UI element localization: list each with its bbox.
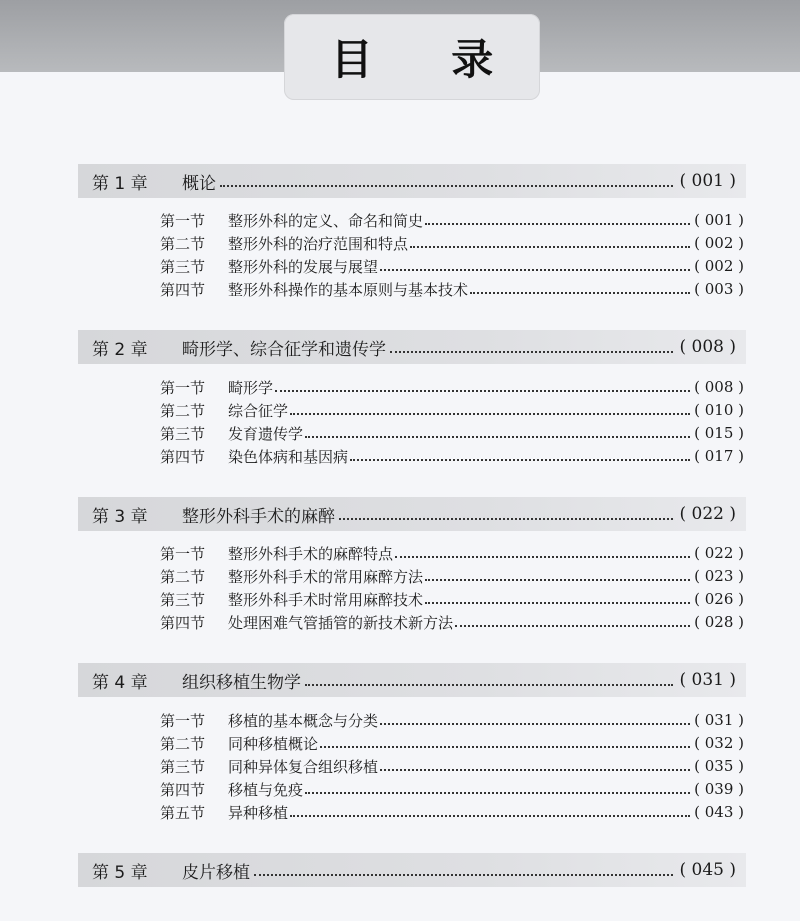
dot-leader: [380, 723, 690, 725]
chapter-page: ( 008 ): [679, 337, 736, 357]
section-page: ( 003 ): [694, 280, 744, 298]
section-page: ( 015 ): [694, 424, 744, 442]
section-page: ( 043 ): [694, 803, 744, 821]
section-page: ( 031 ): [694, 711, 744, 729]
section-row: [160, 778, 744, 800]
section-number: 第三节: [160, 257, 206, 276]
section-title: 整形外科手术的常用麻醉方法: [228, 567, 424, 586]
chapter-page: ( 045 ): [679, 860, 736, 880]
dot-leader: [390, 351, 673, 353]
section-row: [160, 232, 744, 254]
section-number: 第一节: [160, 378, 206, 397]
section-title: 整形外科手术时常用麻醉技术: [228, 590, 424, 609]
dot-leader: [254, 874, 673, 876]
chapter-row: [78, 663, 746, 697]
section-page: ( 026 ): [694, 590, 744, 608]
dot-leader: [220, 185, 673, 187]
section-number: 第四节: [160, 613, 206, 632]
section-row: [160, 732, 744, 754]
chapter-title: 概论: [182, 173, 216, 194]
section-page: ( 001 ): [694, 211, 744, 229]
dot-leader: [305, 684, 673, 686]
chapter-page: ( 031 ): [679, 670, 736, 690]
section-page: ( 017 ): [694, 447, 744, 465]
chapter-title: 畸形学、综合征学和遗传学: [182, 339, 386, 360]
section-number: 第二节: [160, 234, 206, 253]
section-title: 整形外科的发展与展望: [228, 257, 379, 276]
dot-leader: [380, 269, 690, 271]
chapter-number: 第 5 章: [92, 862, 148, 883]
dot-leader: [425, 579, 690, 581]
section-page: ( 032 ): [694, 734, 744, 752]
dot-leader: [305, 436, 690, 438]
chapter-title: 皮片移植: [182, 862, 250, 883]
section-row: [160, 255, 744, 277]
dot-leader: [470, 292, 690, 294]
chapter-row: [78, 497, 746, 531]
section-row: [160, 611, 744, 633]
section-number: 第三节: [160, 424, 206, 443]
section-number: 第二节: [160, 567, 206, 586]
section-title: 同种异体复合组织移植: [228, 757, 379, 776]
section-row: [160, 755, 744, 777]
section-title: 处理困难气管插管的新技术新方法: [228, 613, 454, 632]
section-page: ( 002 ): [694, 234, 744, 252]
section-row: [160, 542, 744, 564]
section-row: [160, 376, 744, 398]
dot-leader: [320, 746, 690, 748]
section-page: ( 028 ): [694, 613, 744, 631]
section-page: ( 035 ): [694, 757, 744, 775]
section-title: 整形外科操作的基本原则与基本技术: [228, 280, 469, 299]
section-title: 染色体病和基因病: [228, 447, 349, 466]
section-title: 移植与免疫: [228, 780, 304, 799]
section-number: 第一节: [160, 211, 206, 230]
section-row: [160, 588, 744, 610]
chapter-number: 第 3 章: [92, 506, 148, 527]
section-row: [160, 709, 744, 731]
section-title: 同种移植概论: [228, 734, 319, 753]
section-number: 第四节: [160, 780, 206, 799]
chapter-row: [78, 164, 746, 198]
section-row: [160, 801, 744, 823]
section-number: 第二节: [160, 734, 206, 753]
section-page: ( 023 ): [694, 567, 744, 585]
section-page: ( 008 ): [694, 378, 744, 396]
section-page: ( 022 ): [694, 544, 744, 562]
dot-leader: [275, 390, 690, 392]
chapter-row: [78, 330, 746, 364]
section-number: 第二节: [160, 401, 206, 420]
section-row: [160, 422, 744, 444]
dot-leader: [410, 246, 690, 248]
dot-leader: [425, 223, 690, 225]
chapter-number: 第 2 章: [92, 339, 148, 360]
section-number: 第四节: [160, 447, 206, 466]
section-number: 第五节: [160, 803, 206, 822]
section-title: 整形外科的治疗范围和特点: [228, 234, 409, 253]
section-number: 第三节: [160, 757, 206, 776]
section-number: 第一节: [160, 711, 206, 730]
section-page: ( 039 ): [694, 780, 744, 798]
chapter-title: 组织移植生物学: [182, 672, 301, 693]
dot-leader: [350, 459, 690, 461]
chapter-page: ( 001 ): [679, 171, 736, 191]
section-page: ( 010 ): [694, 401, 744, 419]
section-title: 异种移植: [228, 803, 289, 822]
section-row: [160, 445, 744, 467]
section-title: 畸形学: [228, 378, 274, 397]
section-title: 整形外科手术的麻醉特点: [228, 544, 394, 563]
page-title: 目 录: [330, 35, 526, 84]
dot-leader: [290, 815, 690, 817]
section-row: [160, 278, 744, 300]
chapter-title: 整形外科手术的麻醉: [182, 506, 335, 527]
section-title: 发育遗传学: [228, 424, 304, 443]
dot-leader: [339, 518, 673, 520]
dot-leader: [425, 602, 690, 604]
chapter-page: ( 022 ): [679, 504, 736, 524]
section-title: 移植的基本概念与分类: [228, 711, 379, 730]
chapter-number: 第 4 章: [92, 672, 148, 693]
section-row: [160, 565, 744, 587]
title-tab: [284, 14, 540, 100]
dot-leader: [455, 625, 690, 627]
section-number: 第一节: [160, 544, 206, 563]
section-row: [160, 399, 744, 421]
dot-leader: [380, 769, 690, 771]
chapter-number: 第 1 章: [92, 173, 148, 194]
dot-leader: [395, 556, 690, 558]
section-row: [160, 209, 744, 231]
section-title: 综合征学: [228, 401, 289, 420]
section-title: 整形外科的定义、命名和简史: [228, 211, 424, 230]
section-number: 第三节: [160, 590, 206, 609]
dot-leader: [290, 413, 690, 415]
chapter-row: [78, 853, 746, 887]
section-page: ( 002 ): [694, 257, 744, 275]
section-number: 第四节: [160, 280, 206, 299]
dot-leader: [305, 792, 690, 794]
